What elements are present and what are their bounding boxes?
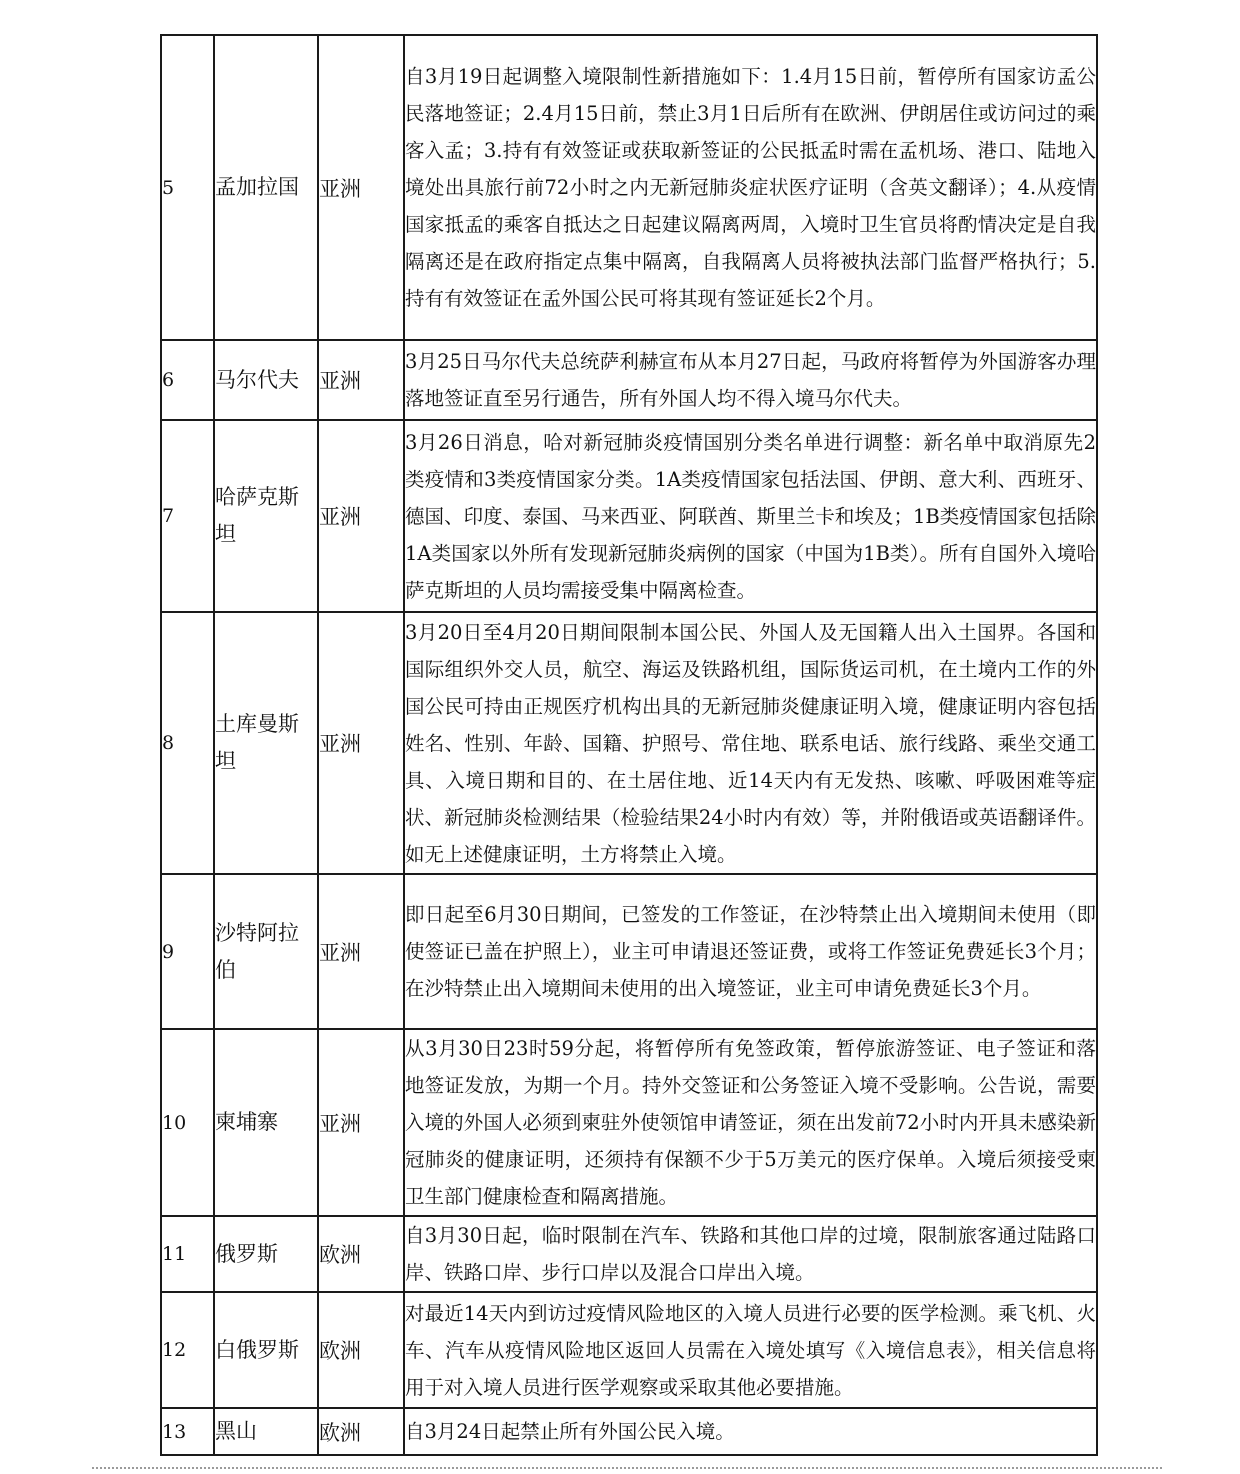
- country-name: 沙特阿拉伯: [214, 874, 318, 1029]
- region-name: 亚洲: [318, 340, 404, 420]
- table-row: [161, 340, 1097, 420]
- row-number: 7: [161, 420, 214, 612]
- region-name: 亚洲: [318, 420, 404, 612]
- row-number: 13: [161, 1408, 214, 1455]
- table-row: [161, 612, 1097, 874]
- policy-text: 自3月24日起禁止所有外国公民入境。: [404, 1408, 1097, 1455]
- country-name: 孟加拉国: [214, 35, 318, 340]
- row-number: 5: [161, 35, 214, 340]
- policy-text: 3月26日消息，哈对新冠肺炎疫情国别分类名单进行调整：新名单中取消原先2类疫情和3类疫情国家分类。1A类疫情国家包括法国、伊朗、意大利、西班牙、德国、印度、泰国、马来西亚、阿联酋、斯里兰卡和埃及；1B类疫情国家包括除1A类国家以外所有发现新冠肺炎病例的国家（中国为1B类）。所有自国外入境哈萨克斯坦的人员均需接受集中隔离检查。: [404, 420, 1097, 612]
- country-name: 土库曼斯坦: [214, 612, 318, 874]
- country-name: 黑山: [214, 1408, 318, 1455]
- region-name: 亚洲: [318, 1029, 404, 1216]
- country-name: 白俄罗斯: [214, 1292, 318, 1408]
- region-name: 亚洲: [318, 874, 404, 1029]
- policy-text: 自3月19日起调整入境限制性新措施如下：1.4月15日前，暂停所有国家访孟公民落地签证；2.4月15日前，禁止3月1日后所有在欧洲、伊朗居住或访问过的乘客入孟；3.持有有效签证或获取新签证的公民抵孟时需在孟机场、港口、陆地入境处出具旅行前72小时之内无新冠肺炎症状医疗证明（含英文翻译）；4.从疫情国家抵孟的乘客自抵达之日起建议隔离两周，入境时卫生官员将酌情决定是自我隔离还是在政府指定点集中隔离，自我隔离人员将被执法部门监督严格执行；5.持有有效签证在孟外国公民可将其现有签证延长2个月。: [404, 35, 1097, 340]
- table-row: [161, 1216, 1097, 1292]
- policy-text: 自3月30日起，临时限制在汽车、铁路和其他口岸的过境，限制旅客通过陆路口岸、铁路口岸、步行口岸以及混合口岸出入境。: [404, 1216, 1097, 1292]
- country-name: 哈萨克斯坦: [214, 420, 318, 612]
- policy-text: 即日起至6月30日期间，已签发的工作签证，在沙特禁止出入境期间未使用（即使签证已盖在护照上），业主可申请退还签证费，或将工作签证免费延长3个月；在沙特禁止出入境期间未使用的出入境签证，业主可申请免费延长3个月。: [404, 874, 1097, 1029]
- table-row: [161, 874, 1097, 1029]
- country-name: 俄罗斯: [214, 1216, 318, 1292]
- country-name: 柬埔寨: [214, 1029, 318, 1216]
- row-number: 12: [161, 1292, 214, 1408]
- region-name: 亚洲: [318, 612, 404, 874]
- row-number: 6: [161, 340, 214, 420]
- row-number: 8: [161, 612, 214, 874]
- row-number: 10: [161, 1029, 214, 1216]
- table-row: [161, 35, 1097, 340]
- region-name: 欧洲: [318, 1292, 404, 1408]
- entry-policy-table: [160, 34, 1098, 1456]
- policy-text: 从3月30日23时59分起，将暂停所有免签政策，暂停旅游签证、电子签证和落地签证发放，为期一个月。持外交签证和公务签证入境不受影响。公告说，需要入境的外国人必须到柬驻外使领馆申请签证，须在出发前72小时内开具未感染新冠肺炎的健康证明，还须持有保额不少于5万美元的医疗保单。入境后须接受柬卫生部门健康检查和隔离措施。: [404, 1029, 1097, 1216]
- region-name: 欧洲: [318, 1216, 404, 1292]
- table-row: [161, 1029, 1097, 1216]
- table-row: [161, 1408, 1097, 1455]
- policy-text: 对最近14天内到访过疫情风险地区的入境人员进行必要的医学检测。乘飞机、火车、汽车从疫情风险地区返回人员需在入境处填写《入境信息表》，相关信息将用于对入境人员进行医学观察或采取其他必要措施。: [404, 1292, 1097, 1408]
- region-name: 欧洲: [318, 1408, 404, 1455]
- policy-text: 3月25日马尔代夫总统萨利赫宣布从本月27日起，马政府将暂停为外国游客办理落地签证直至另行通告，所有外国人均不得入境马尔代夫。: [404, 340, 1097, 420]
- dotted-divider: [92, 1467, 1162, 1469]
- country-name: 马尔代夫: [214, 340, 318, 420]
- table-row: [161, 1292, 1097, 1408]
- row-number: 9: [161, 874, 214, 1029]
- policy-text: 3月20日至4月20日期间限制本国公民、外国人及无国籍人出入土国界。各国和国际组织外交人员，航空、海运及铁路机组，国际货运司机，在土境内工作的外国公民可持由正规医疗机构出具的无新冠肺炎健康证明入境，健康证明内容包括姓名、性别、年龄、国籍、护照号、常住地、联系电话、旅行线路、乘坐交通工具、入境日期和目的、在土居住地、近14天内有无发热、咳嗽、呼吸困难等症状、新冠肺炎检测结果（检验结果24小时内有效）等，并附俄语或英语翻译件。如无上述健康证明，土方将禁止入境。: [404, 612, 1097, 874]
- row-number: 11: [161, 1216, 214, 1292]
- table-row: [161, 420, 1097, 612]
- region-name: 亚洲: [318, 35, 404, 340]
